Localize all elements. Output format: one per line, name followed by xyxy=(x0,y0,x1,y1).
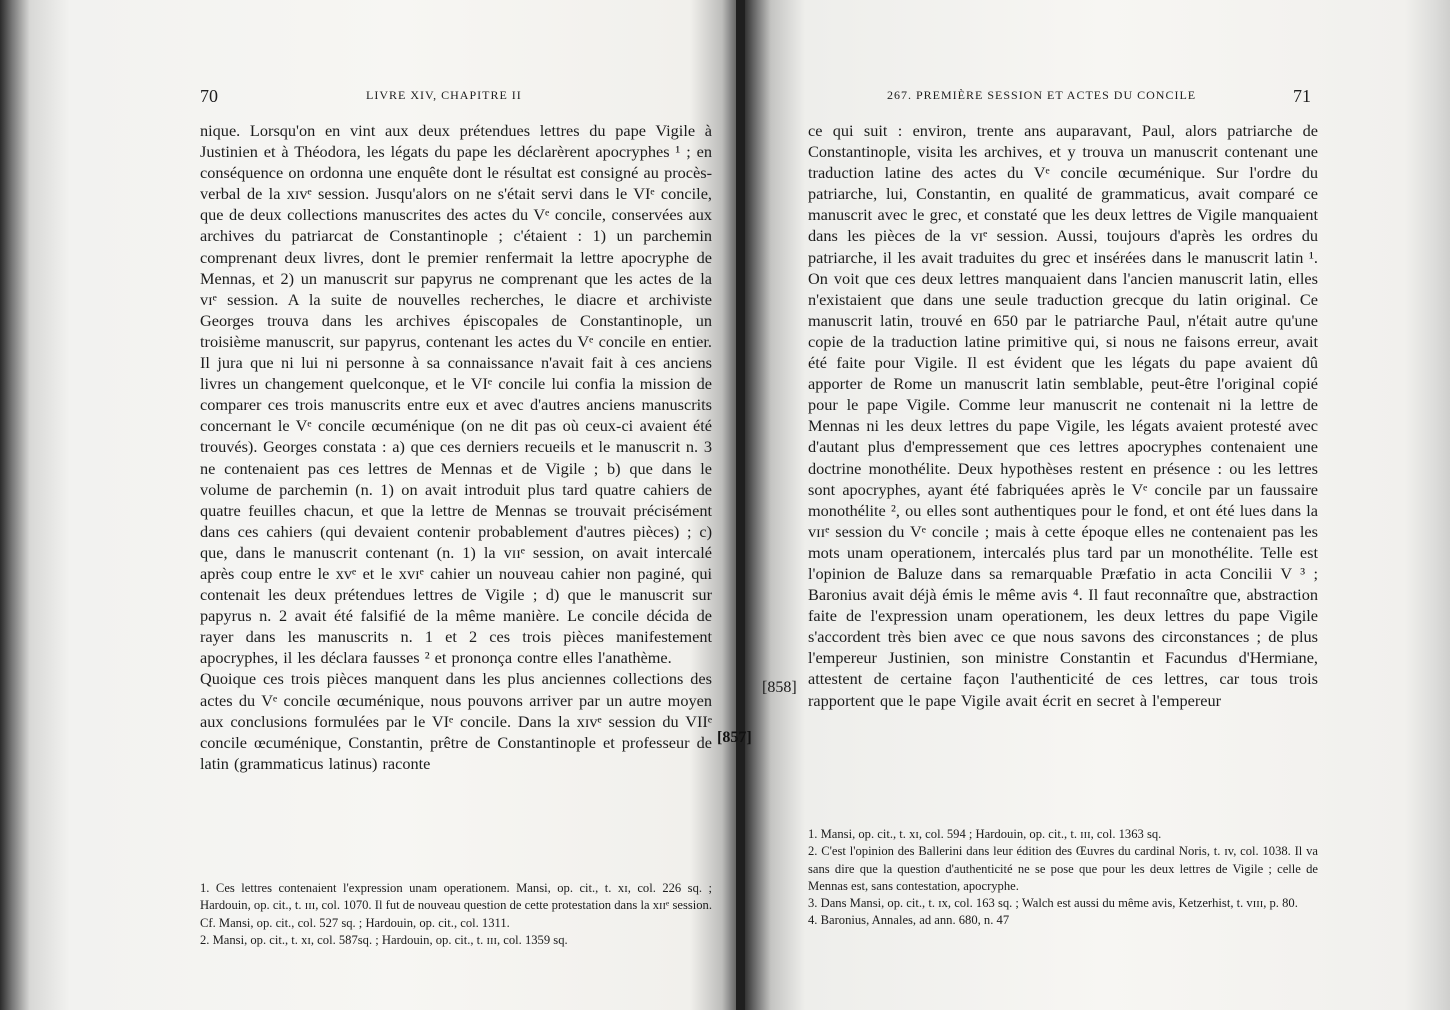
left-footnotes: 1. Ces lettres contenaient l'expression unam operationem. Mansi, op. cit., t. xɪ, col. 226 sq. ; Hardouin, op. cit., t. ɪɪɪ, col. 1070. Il fut de nouveau question de cette protestation dans la xɪɪᵉ session. Cf. Mansi, op. cit., col. 527 sq. ; Hardouin, op. cit., col. 1311. 2. Mansi, op. cit., t. xɪ, col. 587sq. ; Hardouin, op. cit., t. ɪɪɪ, col. 1359 sq. xyxy=(200,881,712,947)
right-footnotes: 1. Mansi, op. cit., t. xɪ, col. 594 ; Hardouin, op. cit., t. ɪɪɪ, col. 1363 sq. 2. C'est l'opinion des Ballerini dans leur édition des Œuvres du cardinal Noris, t. ɪv, col. 1038. Il va sans dire que la question d'authenticité ne se pose que pour les deux lettres de Vigile ; celle de Mennas est, sans contestation, apocryphe. 3. Dans Mansi, op. cit., t. ɪx, col. 163 sq. ; Walch est aussi du même avis, Ketzerhist, t. vɪɪɪ, p. 80. 4. Baronius, Annales, ad ann. 680, n. 47 xyxy=(808,827,1318,928)
margin-marker-858: [858] xyxy=(762,679,797,696)
left-page-number: 70 xyxy=(200,86,218,106)
right-body-text: ce qui suit : environ, trente ans auparavant, Paul, alors patriarche de Constantinople, visita les archives, et y trouva un manuscrit contenant une traduction latine des actes du Vᵉ concile œcuménique. Sur l'ordre du patriarche, lui, Constantin, en qualité de grammaticus, avait comparé ce manuscrit avec le grec, et constaté que les deux lettres de Vigile manquaient dans les pièces de la vɪᵉ session. Aussi, toujours d'après les ordres du patriarche, il les avait traduites du grec et insérées dans le manuscrit latin ¹. On voit que ces deux lettres manquaient dans l'ancien manuscrit latin, elles n'existaient que dans une seule traduction grecque du latin original. Ce manuscrit latin, trouvé en 650 par le patriarche Paul, n'était autre qu'une copie de la traduction latine primitive qui, si nous ne faisons erreur, avait été faite pour Vigile. Il est évident que les légats du pape avaient dû apporter de Rome un manuscrit latin semblable, peut-être l'original copié pour le pape Vigile. Comme leur manuscrit ne contenait ni la lettre de Mennas ni les deux lettres du pape Vigile, les légats avaient protesté avec d'autant plus d'empressement que ces lettres apocryphes contenaient une doctrine monothélite. Deux hypothèses restent en présence : ou les lettres sont apocryphes, ayant été fabriquées après le Vᵉ concile par un faussaire monothélite ², ou elles sont authentiques pour le fond, et ont été lues dans la vɪɪᵉ session du Vᵉ concile ; mais à cette époque elles ne contenaient pas les mots unam operationem, intercalés plus tard par un monothélite. Telle est l'opinion de Baluze dans sa remarquable Præfatio in acta Concilii V ³ ; Baronius avait déjà émis le même avis ⁴. Il faut reconnaître que, abstraction faite de l'expression unam operationem, les deux lettres du pape Vigile s'accordent très bien avec ce que nous savons des circonstances ; de plus l'empereur Justinien, son ministre Constantin et Facundus d'Hermiane, attestent de certaine façon l'authenticité de ces lettres, car tous trois rapportent que le pape Vigile avait écrit en secret à l'empereur xyxy=(808,121,1318,710)
left-running-head: LIVRE XIV, CHAPITRE II xyxy=(366,88,522,102)
right-page-number: 71 xyxy=(1293,86,1311,106)
left-body-text: nique. Lorsqu'on en vint aux deux prétendues lettres du pape Vigile à Justinien et à Théodora, les légats du pape les déclarèrent apocryphes ¹ ; en conséquence on ordonna une enquête dont le résultat est consigné au procès-verbal de la xɪvᵉ session. Jusqu'alors on ne s'était servi dans le VIᵉ concile, que de deux collections manuscrites des actes du Vᵉ concile, conservées aux archives du patriarcat de Constantinople ; c'étaient : 1) un parchemin comprenant deux livres, dont le premier renfermait la lettre apocryphe de Mennas, et 2) un manuscrit sur papyrus ne comprenant que les actes de la vɪᵉ session. A la suite de nouvelles recherches, le diacre et archiviste Georges trouva dans les archives épiscopales de Constantinople, un troisième manuscrit, sur papyrus, contenant les actes du Vᵉ concile en entier. Il jura que ni lui ni personne à sa connaissance n'avait fait à ces anciens livres un changement quelconque, et le VIᵉ concile lui confia la mission de comparer ces trois manuscrits entre eux et avec d'autres anciens manuscrits concernant le Vᵉ concile œcuménique (on ne dit pas où ceux-ci avaient été trouvés). Georges constata : a) que ces derniers recueils et le manuscrit n. 3 ne contenaient pas ces lettres de Mennas et de Vigile ; b) que dans le volume de parchemin (n. 1) on avait introduit plus tard quatre cahiers de quatre feuilles chacun, et que la lettre de Mennas se trouvait précisément dans ces cahiers (qui devaient contenir probablement d'autres pièces) ; c) que, dans le manuscrit contenant (n. 1) la vɪɪᵉ session, on avait intercalé après coup entre le xvᵉ et le xvɪᵉ cahier un nouveau cahier non paginé, qui contenait les deux prétendues lettres de Vigile ; d) que le manuscrit sur papyrus n. 2 avait été falsifié de la même manière. Le concile décida de rayer dans les manuscrits n. 1 et 2 ces trois pièces manifestement apocryphes, il les déclara fausses ² et prononça contre elles l'anathème. Quoique ces trois pièces manquent dans les plus anciennes collections des actes du Vᵉ concile œcuménique, nous pouvons arriver par un autre moyen aux conclusions formulées par le VIᵉ concile. Dans la xɪvᵉ session du VIIᵉ concile œcuménique, Constantin, prêtre de Constantinople et professeur de latin (grammaticus latinus) raconte xyxy=(200,121,712,773)
margin-marker-857: [857] xyxy=(717,729,752,746)
right-page xyxy=(745,0,1450,1010)
right-running-head: 267. PREMIÈRE SESSION ET ACTES DU CONCILE xyxy=(887,88,1197,102)
